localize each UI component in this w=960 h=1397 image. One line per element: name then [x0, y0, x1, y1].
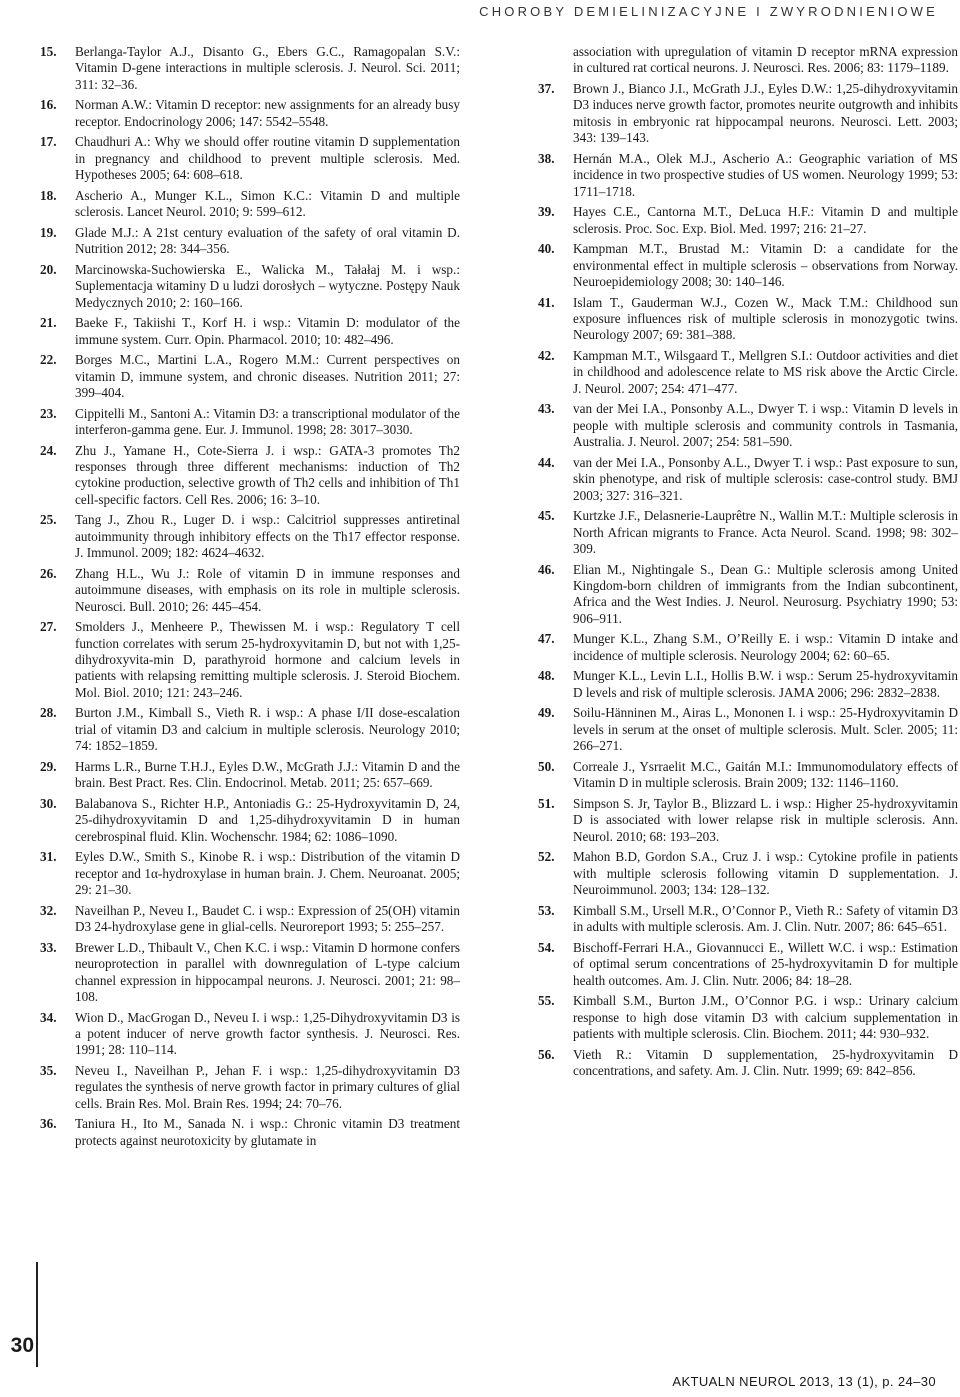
reference-text: Balabanova S., Richter H.P., Antoniadis G.: 25-Hydroxyvitamin D, 24, 25-dihydroxyvitamin D and 1,25-dihydroxyvitamin D in human cerebrospinal fluid. Klin. Wochenschr. 1984; 62: 1086–1090. — [75, 795, 460, 844]
reference-text: Tang J., Zhou R., Luger D. i wsp.: Calcitriol suppresses antiretinal autoimmunity through inhibitory effects on the Th17 effector response. J. Immunol. 2009; 182: 4624–4632. — [75, 512, 460, 561]
reference-item — [538, 151, 958, 200]
reference-number: 32. — [40, 902, 57, 918]
reference-item — [538, 562, 958, 628]
reference-text: Kampman M.T., Brustad M.: Vitamin D: a candidate for the environmental effect in multiple sclerosis – observations from Norway. Neuroepidemiology 2008; 30: 140–146. — [573, 241, 958, 290]
reference-text: Harms L.R., Burne T.H.J., Eyles D.W., McGrath J.J.: Vitamin D and the brain. Best Pract. Res. Clin. Endocrinol. Metab. 2011; 25: 657–669. — [75, 758, 460, 791]
reference-number: 29. — [40, 758, 57, 774]
reference-item — [40, 1010, 460, 1059]
reference-text: Brewer L.D., Thibault V., Chen K.C. i wsp.: Vitamin D hormone confers neuroprotection in parallel with downregulation of L-type calcium channel expression in hippocampal neurons. J. Neurosci. 2001; 21: 98–108. — [75, 939, 460, 1004]
reference-text: Cippitelli M., Santoni A.: Vitamin D3: a transcriptional modulator of the interferon-gamma gene. Eur. J. Immunol. 1998; 28: 3017–3030. — [75, 405, 460, 438]
reference-text: Soilu-Hänninen M., Airas L., Mononen I. i wsp.: 25-Hydroxyvitamin D levels in serum at the onset of multiple sclerosis. Mult. Scler. 2005; 11: 266–271. — [573, 705, 958, 754]
reference-item — [40, 443, 460, 509]
reference-number: 16. — [40, 97, 57, 113]
reference-text: Kurtzke J.F., Delasnerie-Lauprêtre N., Wallin M.T.: Multiple sclerosis in North African migrants to France. Acta Neurol. Scand. 1998; 98: 302–309. — [573, 508, 958, 557]
reference-number: 52. — [538, 849, 555, 865]
reference-number: 15. — [40, 44, 57, 59]
reference-item — [40, 315, 460, 348]
reference-text: van der Mei I.A., Ponsonby A.L., Dwyer T. i wsp.: Vitamin D levels in people with multiple sclerosis and community controls in Tasmania, Australia. J. Neurol. 2007; 254: 581–590. — [573, 401, 958, 450]
reference-item — [538, 705, 958, 754]
reference-item — [538, 993, 958, 1042]
reference-text: association with upregulation of vitamin D receptor mRNA expression in cultured rat cortical neurons. J. Neurosci. Res. 2006; 83: 1179–1189. — [573, 44, 958, 76]
reference-list-right — [538, 44, 958, 1084]
reference-number: 48. — [538, 668, 555, 684]
page-number: 30 — [10, 1334, 34, 1357]
reference-item — [40, 352, 460, 401]
reference-item — [538, 940, 958, 989]
reference-item — [538, 81, 958, 147]
reference-text: Islam T., Gauderman W.J., Cozen W., Mack T.M.: Childhood sun exposure influences risk of multiple sclerosis in monozygotic twins. Neurology 2007; 69: 381–388. — [573, 294, 958, 343]
reference-number: 23. — [40, 405, 57, 421]
reference-text: Taniura H., Ito M., Sanada N. i wsp.: Chronic vitamin D3 treatment protects against neurotoxicity by glutamate in — [75, 1116, 460, 1148]
reference-text: Baeke F., Takiishi T., Korf H. i wsp.: Vitamin D: modulator of the immune system. Curr. Opin. Pharmacol. 2010; 10: 482–496. — [75, 315, 460, 347]
reference-text: Elian M., Nightingale S., Dean G.: Multiple sclerosis among United Kingdom-born children of immigrants from the Indian subcontinent, Africa and the West Indies. J. Neurol. Neurosurg. Psychiatry 1990; 53: 906–911. — [573, 561, 958, 626]
reference-text: van der Mei I.A., Ponsonby A.L., Dwyer T. i wsp.: Past exposure to sun, skin phenotype, and risk of multiple sclerosis: case-control study. BMJ 2003; 327: 316–321. — [573, 454, 958, 503]
reference-text: Vieth R.: Vitamin D supplementation, 25-hydroxyvitamin D concentrations, and safety. Am. J. Clin. Nutr. 1999; 69: 842–856. — [573, 1046, 958, 1078]
reference-number: 50. — [538, 758, 555, 774]
reference-text: Hernán M.A., Olek M.J., Ascherio A.: Geographic variation of MS incidence in two prospective studies of US women. Neurology 1999; 53: 1711–1718. — [573, 150, 958, 199]
reference-number: 51. — [538, 795, 555, 811]
reference-text: Kimball S.M., Ursell M.R., O’Connor P., Vieth R.: Safety of vitamin D3 in adults with multiple sclerosis. Am. J. Clin. Nutr. 2007; 86: 645–651. — [573, 902, 958, 935]
reference-text: Marcinowska-Suchowierska E., Walicka M., Tałałaj M. i wsp.: Suplementacja witaminy D u ludzi dorosłych – wytyczne. Postępy Nauk Medycznych 2010; 2: 160–166. — [75, 261, 460, 310]
reference-item — [538, 204, 958, 237]
reference-text: Smolders J., Menheere P., Thewissen M. i wsp.: Regulatory T cell function correlates with serum 25-hydroxyvitamin D, but not with 1,25-dihydroxyvita-min D, parathyroid hormone and calcium levels in patients with relapsing remitting multiple sclerosis. J. Steroid Biochem. Mol. Biol. 2010; 121: 243–246. — [75, 619, 460, 700]
reference-text: Munger K.L., Zhang S.M., O’Reilly E. i wsp.: Vitamin D intake and incidence of multiple sclerosis. Neurology 2004; 62: 60–65. — [573, 631, 958, 663]
reference-number: 25. — [40, 512, 57, 528]
reference-item — [40, 512, 460, 561]
reference-number: 31. — [40, 849, 57, 865]
reference-item — [40, 566, 460, 615]
reference-text: Kimball S.M., Burton J.M., O’Connor P.G. i wsp.: Urinary calcium response to high dose vitamin D3 with calcium supplementation in patients with multiple sclerosis. Clin. Biochem. 2011; 44: 930–932. — [573, 993, 958, 1041]
reference-item — [40, 705, 460, 754]
reference-number: 18. — [40, 187, 57, 203]
reference-number: 44. — [538, 454, 555, 470]
reference-item — [40, 97, 460, 130]
reference-number: 42. — [538, 348, 555, 364]
reference-text: Berlanga-Taylor A.J., Disanto G., Ebers G.C., Ramagopalan S.V.: Vitamin D-gene interactions in multiple sclerosis. J. Neurol. Sci. 2011; 311: 32–36. — [75, 44, 460, 92]
reference-item — [40, 1116, 460, 1149]
reference-item — [538, 44, 958, 77]
reference-text: Mahon B.D, Gordon S.A., Cruz J. i wsp.: Cytokine profile in patients with multiple sclerosis following vitamin D supplementation. J. Neuroimmunol. 2003; 134: 128–132. — [573, 849, 958, 898]
reference-number — [538, 44, 573, 77]
reference-item — [538, 401, 958, 450]
reference-number: 27. — [40, 619, 57, 635]
reference-item — [40, 619, 460, 701]
reference-number: 46. — [538, 561, 555, 577]
reference-number: 17. — [40, 134, 57, 150]
reference-number: 41. — [538, 294, 555, 310]
reference-number: 36. — [40, 1116, 57, 1132]
reference-text: Neveu I., Naveilhan P., Jehan F. i wsp.: 1,25-dihydroxyvitamin D3 regulates the synthesis of nerve growth factor in primary cultures of glial cells. Brain Res. Mol. Brain Res. 1994; 24: 70–76. — [75, 1062, 460, 1111]
reference-item — [40, 262, 460, 311]
reference-number: 20. — [40, 261, 57, 277]
reference-item — [40, 406, 460, 439]
reference-number: 22. — [40, 352, 57, 368]
footer-citation: AKTUALN NEUROL 2013, 13 (1), p. 24–30 — [672, 1374, 936, 1389]
reference-number: 28. — [40, 705, 57, 721]
reference-item — [538, 631, 958, 664]
reference-text: Hayes C.E., Cantorna M.T., DeLuca H.F.: Vitamin D and multiple sclerosis. Proc. Soc. Exp. Biol. Med. 1997; 216: 21–27. — [573, 204, 958, 236]
reference-text: Burton J.M., Kimball S., Vieth R. i wsp.: A phase I/II dose-escalation trial of vitamin D3 and calcium in multiple sclerosis. Neurology 2010; 74: 1852–1859. — [75, 705, 460, 754]
reference-item — [40, 44, 460, 93]
reference-text: Bischoff-Ferrari H.A., Giovannucci E., Willett W.C. i wsp.: Estimation of optimal serum concentrations of 25-hydroxyvitamin D for multiple health outcomes. Am. J. Clin. Nutr. 2006; 84: 18–28. — [573, 939, 958, 988]
reference-text: Chaudhuri A.: Why we should offer routine vitamin D supplementation in pregnancy and childhood to prevent multiple sclerosis. Med. Hypotheses 2005; 64: 608–618. — [75, 134, 460, 183]
reference-text: Munger K.L., Levin L.I., Hollis B.W. i wsp.: Serum 25-hydroxyvitamin D levels and risk of multiple sclerosis. JAMA 2006; 296: 2832–2838. — [573, 668, 958, 700]
reference-text: Norman A.W.: Vitamin D receptor: new assignments for an already busy receptor. Endocrinology 2006; 147: 5542–5548. — [75, 97, 460, 129]
reference-number: 30. — [40, 795, 57, 811]
reference-number: 21. — [40, 315, 57, 331]
reference-number: 47. — [538, 631, 555, 647]
reference-text: Eyles D.W., Smith S., Kinobe R. i wsp.: Distribution of the vitamin D receptor and 1α-hydroxylase in human brain. J. Chem. Neuroanat. 2005; 29: 21–30. — [75, 849, 460, 898]
page-number-block — [0, 1262, 40, 1372]
reference-number: 45. — [538, 508, 555, 524]
reference-item — [40, 940, 460, 1006]
reference-item — [538, 348, 958, 397]
reference-text: Borges M.C., Martini L.A., Rogero M.M.: Current perspectives on vitamin D, immune system, and chronic diseases. Nutrition 2011; 27: 399–404. — [75, 352, 460, 401]
reference-number: 40. — [538, 241, 555, 257]
reference-item — [40, 134, 460, 183]
reference-text: Zhang H.L., Wu J.: Role of vitamin D in immune responses and autoimmune diseases, with emphasis on its role in multiple sclerosis. Neurosci. Bull. 2010; 26: 445–454. — [75, 565, 460, 614]
reference-item — [538, 508, 958, 557]
reference-text: Simpson S. Jr, Taylor B., Blizzard L. i wsp.: Higher 25-hydroxyvitamin D is associated with lower relapse risk in multiple sclerosis. Ann. Neurol. 2010; 68: 193–203. — [573, 795, 958, 844]
reference-number: 24. — [40, 442, 57, 458]
reference-number: 37. — [538, 81, 555, 96]
reference-item — [40, 1063, 460, 1112]
reference-item — [538, 1047, 958, 1080]
reference-item — [538, 903, 958, 936]
reference-item — [538, 759, 958, 792]
reference-number: 43. — [538, 401, 555, 417]
reference-number: 55. — [538, 993, 555, 1009]
reference-text: Wion D., MacGrogan D., Neveu I. i wsp.: 1,25-Dihydroxyvitamin D3 is a potent inducer of nerve growth factor synthesis. J. Neurosci. Res. 1991; 28: 110–114. — [75, 1009, 460, 1058]
reference-item — [538, 295, 958, 344]
reference-item — [538, 849, 958, 898]
reference-item — [40, 759, 460, 792]
reference-number: 53. — [538, 902, 555, 918]
reference-item — [40, 796, 460, 845]
reference-list-left — [40, 44, 460, 1153]
reference-text: Glade M.J.: A 21st century evaluation of the safety of oral vitamin D. Nutrition 2012; 28: 344–356. — [75, 224, 460, 257]
reference-item — [538, 455, 958, 504]
reference-number: 26. — [40, 565, 57, 581]
reference-text: Correale J., Ysrraelit M.C., Gaitán M.I.: Immunomodulatory effects of Vitamin D in multiple sclerosis. Brain 2009; 132: 1146–1160. — [573, 758, 958, 791]
reference-item — [538, 796, 958, 845]
reference-number: 35. — [40, 1062, 57, 1078]
reference-text: Kampman M.T., Wilsgaard T., Mellgren S.I.: Outdoor activities and diet in childhood and adolescence relate to MS risk above the Arctic Circle. J. Neurol. 2007; 254: 471–477. — [573, 348, 958, 396]
reference-number: 38. — [538, 150, 555, 166]
reference-number: 56. — [538, 1046, 555, 1062]
reference-number: 34. — [40, 1009, 57, 1025]
reference-item — [40, 903, 460, 936]
reference-text: Naveilhan P., Neveu I., Baudet C. i wsp.: Expression of 25(OH) vitamin D3 24-hydroxylase gene in glial-cells. Neuroreport 1993; 5: 255–257. — [75, 902, 460, 935]
reference-text: Zhu J., Yamane H., Cote-Sierra J. i wsp.: GATA-3 promotes Th2 responses through three different mechanisms: induction of Th2 cytokine production, selective growth of Th2 cells and inhibition of Th1 cell-specific factors. Cell Res. 2006; 16: 3–10. — [75, 442, 460, 507]
reference-item — [538, 668, 958, 701]
reference-text: Brown J., Bianco J.I., McGrath J.J., Eyles D.W.: 1,25-dihydroxyvitamin D3 induces nerve growth factor, promotes neurite outgrowth and inhibits mitosis in embryonic rat hippocampal neurons. Neurosci. Lett. 2003; 343: 139–143. — [573, 81, 958, 146]
reference-text: Ascherio A., Munger K.L., Simon K.C.: Vitamin D and multiple sclerosis. Lancet Neurol. 2010; 9: 599–612. — [75, 187, 460, 220]
reference-number: 54. — [538, 939, 555, 955]
reference-item — [538, 241, 958, 290]
reference-number: 49. — [538, 705, 555, 721]
reference-number: 33. — [40, 939, 57, 955]
reference-number: 19. — [40, 224, 57, 240]
reference-number: 39. — [538, 204, 555, 220]
page-number-rule — [36, 1262, 38, 1367]
reference-item — [40, 188, 460, 221]
reference-item — [40, 225, 460, 258]
reference-item — [40, 849, 460, 898]
running-header: CHOROBY DEMIELINIZACYJNE I ZWYRODNIENIOWE — [479, 4, 938, 19]
